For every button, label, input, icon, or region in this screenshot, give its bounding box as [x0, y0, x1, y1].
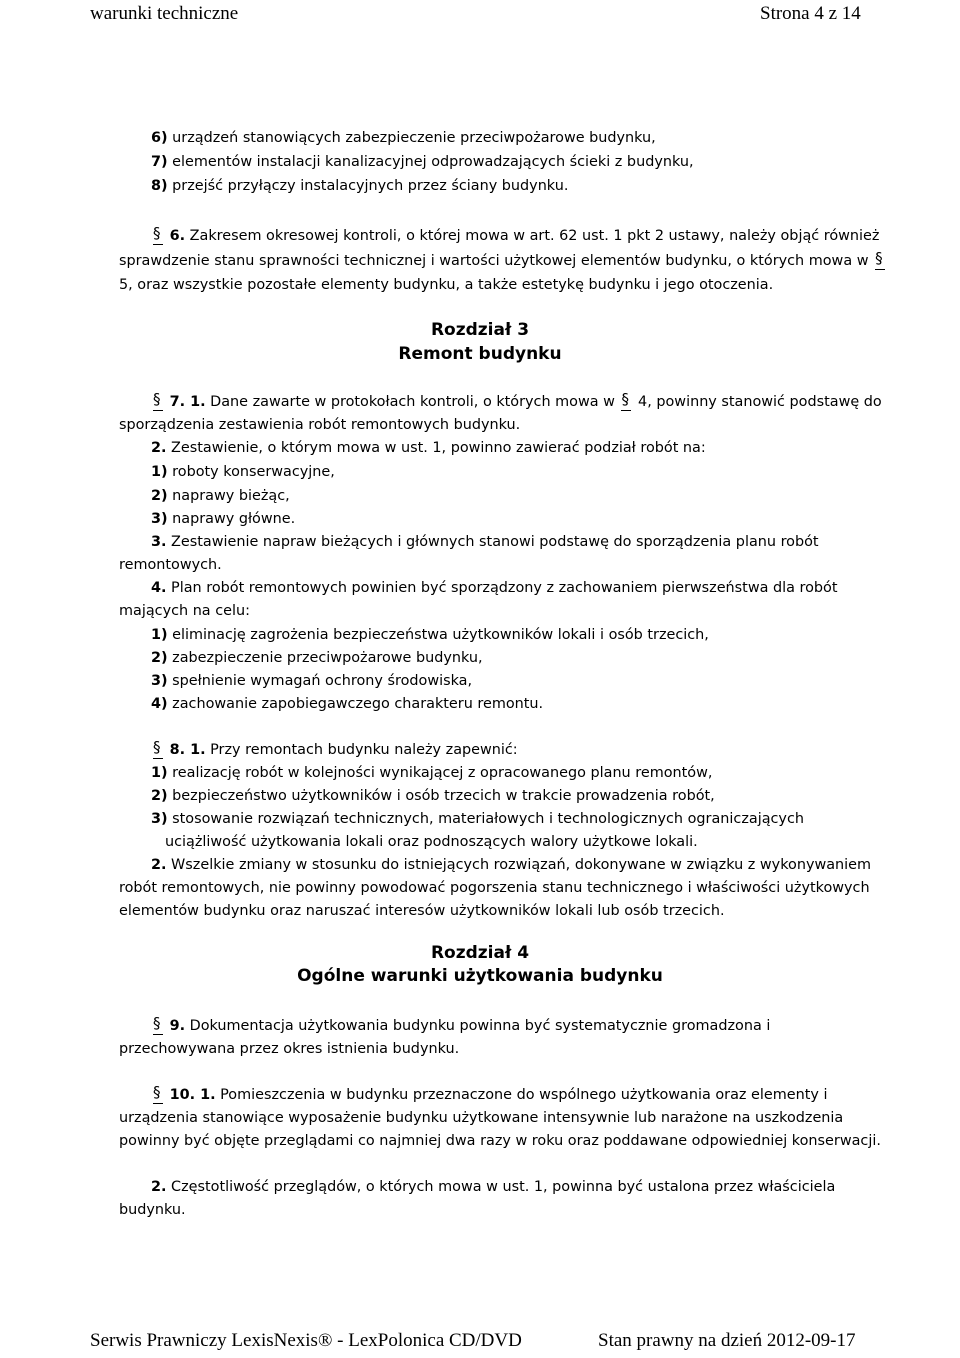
section-sign-icon — [619, 393, 633, 411]
paragraph-line: remontowych. — [119, 557, 222, 573]
section-sign-icon — [151, 227, 165, 245]
paragraph-line: elementów budynku oraz naruszać interesów użytkowników lokali lub osób trzecich. — [119, 903, 725, 919]
list-item: 1) roboty konserwacyjne, — [151, 464, 335, 480]
paragraph-line: powinny być objęte przeglądami co najmniej dwa razy w roku oraz poddawane odpowiedniej konserwacji. — [119, 1133, 881, 1149]
section-number: 6. — [169, 228, 186, 244]
paragraph-8: § 8. 1. Przy remontach budynku należy zapewnić: — [151, 740, 518, 760]
item-text: przejść przyłączy instalacyjnych przez ściany budynku. — [167, 178, 569, 194]
list-item: 4. Plan robót remontowych powinien być sporządzony z zachowaniem pierwszeństwa dla robót — [151, 580, 838, 596]
list-item — [151, 128, 656, 148]
list-item: 3) naprawy główne. — [151, 511, 296, 527]
chapter-3-number: Rozdział 3 — [430, 320, 530, 340]
paragraph-line: sprawdzenie stanu sprawności technicznej i wartości użytkowej elementów budynku, o których mowa w § — [119, 251, 887, 271]
chapter-4-number: Rozdział 4 — [430, 943, 530, 963]
paragraph-line: sporządzenia zestawienia robót remontowych budynku. — [119, 417, 521, 433]
footer-source: Serwis Prawniczy LexisNexis® - LexPolonica CD/DVD — [90, 1330, 522, 1351]
item-number: 6) — [151, 130, 168, 146]
page-number: Strona 4 z 14 — [760, 3, 861, 24]
list-item: 2) bezpieczeństwo użytkowników i osób trzecich w trakcie prowadzenia robót, — [151, 788, 715, 804]
list-item: 2. Zestawienie, o którym mowa w ust. 1, powinno zawierać podział robót na: — [151, 440, 706, 456]
list-item — [151, 176, 568, 196]
item-number: 7) — [151, 154, 168, 170]
list-item: 2) naprawy bieżąc, — [151, 488, 290, 504]
section-sign-icon — [151, 1017, 165, 1035]
paragraph-text: Zakresem okresowej kontroli, o której mowa w art. 62 ust. 1 pkt 2 ustawy, należy objąć również — [185, 228, 880, 244]
section-sign-icon — [151, 393, 165, 411]
paragraph-line: uciążliwość użytkowania lokali oraz podnoszących walory użytkowe lokali. — [165, 834, 698, 850]
paragraph-6 — [151, 226, 879, 246]
item-number: 8) — [151, 178, 168, 194]
paragraph-7: § 7. 1. Dane zawarte w protokołach kontroli, o których mowa w § 4, powinny stanowić podstawę do — [151, 392, 882, 412]
paragraph-line: mających na celu: — [119, 603, 250, 619]
list-item: 3. Zestawienie napraw bieżących i głównych stanowi podstawę do sporządzenia planu robót — [151, 534, 819, 550]
section-sign-icon — [151, 1086, 165, 1104]
list-item: 2. Częstotliwość przeglądów, o których mowa w ust. 1, powinna być ustalona przez właściciela — [151, 1179, 836, 1195]
section-number: 7. 1. — [169, 394, 206, 410]
paragraph-9: § 9. Dokumentacja użytkowania budynku powinna być systematycznie gromadzona i — [151, 1016, 770, 1036]
section-sign-icon — [873, 252, 887, 270]
paragraph-line: budynku. — [119, 1202, 186, 1218]
paragraph-10: § 10. 1. Pomieszczenia w budynku przeznaczone do wspólnego użytkowania oraz elementy i — [151, 1085, 827, 1105]
list-item: 3) stosowanie rozwiązań technicznych, materiałowych i technologicznych ograniczających — [151, 811, 804, 827]
item-text: urządzeń stanowiących zabezpieczenie przeciwpożarowe budynku, — [167, 130, 656, 146]
list-item: 4) zachowanie zapobiegawczego charakteru remontu. — [151, 696, 544, 712]
list-item: 1) realizację robót w kolejności wynikającej z opracowanego planu remontów, — [151, 765, 713, 781]
footer-legal-date: Stan prawny na dzień 2012-09-17 — [598, 1330, 856, 1351]
paragraph-line: urządzenia stanowiące wyposażenie budynku użytkowane intensywnie lub narażone na uszkodzenia — [119, 1110, 844, 1126]
chapter-4-title: Ogólne warunki użytkowania budynku — [297, 966, 663, 986]
paragraph-line: robót remontowych, nie powinny powodować pogorszenia stanu technicznego i właściwości użytkowych — [119, 880, 870, 896]
list-item: 2) zabezpieczenie przeciwpożarowe budynku, — [151, 650, 483, 666]
chapter-3-title: Remont budynku — [398, 344, 562, 364]
running-header-title: warunki techniczne — [90, 3, 239, 24]
item-text: elementów instalacji kanalizacyjnej odprowadzających ścieki z budynku, — [167, 154, 694, 170]
list-item: 2. Wszelkie zmiany w stosunku do istniejących rozwiązań, dokonywane w związku z wykonywaniem — [151, 857, 872, 873]
paragraph-line: przechowywana przez okres istnienia budynku. — [119, 1041, 460, 1057]
section-sign-icon — [151, 741, 165, 759]
list-item — [151, 152, 694, 172]
list-item: 1) eliminację zagrożenia bezpieczeństwa użytkowników lokali i osób trzecich, — [151, 627, 709, 643]
paragraph-line: 5, oraz wszystkie pozostałe elementy budynku, a także estetykę budynku i jego otoczenia. — [119, 277, 774, 293]
list-item: 3) spełnienie wymagań ochrony środowiska, — [151, 673, 473, 689]
